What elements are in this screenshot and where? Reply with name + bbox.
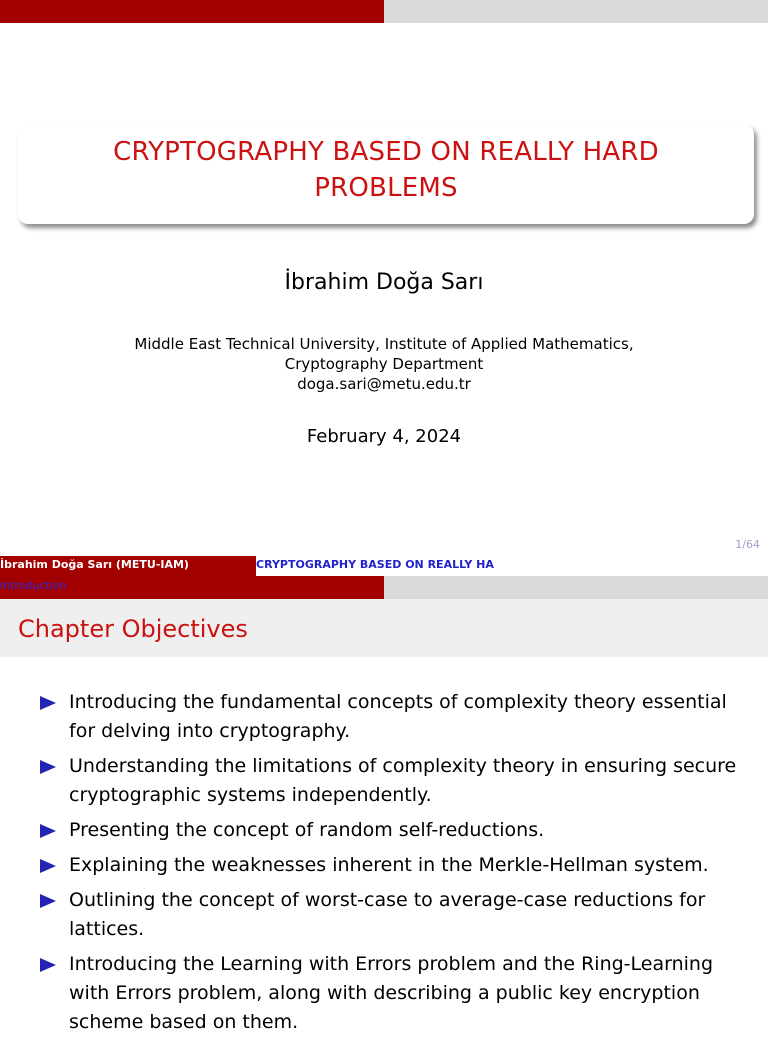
list-item-text: Explaining the weaknesses inherent in the Merkle-Hellman system. bbox=[69, 854, 709, 876]
institute-block bbox=[0, 334, 768, 394]
list-item-text: Introducing the Learning with Errors problem and the Ring-Learning with Errors problem, along with describing a public key encryption scheme based on them. bbox=[69, 953, 714, 1033]
title-line-2: PROBLEMS bbox=[314, 173, 458, 203]
institute-line-1: Middle East Technical University, Institute of Applied Mathematics, bbox=[134, 335, 634, 353]
list-item-text: Introducing the fundamental concepts of complexity theory essential for delving into cryptography. bbox=[69, 691, 727, 742]
bullet-triangle-icon bbox=[40, 760, 56, 774]
footer-author: İbrahim Doğa Sarı (METU-IAM) bbox=[0, 558, 189, 571]
header-bar-red bbox=[0, 0, 384, 23]
list-item-text: Outlining the concept of worst-case to average-case reductions for lattices. bbox=[69, 889, 706, 940]
footer-title-link[interactable]: CRYPTOGRAPHY BASED ON REALLY HA bbox=[256, 556, 514, 576]
list-item bbox=[40, 688, 755, 746]
presentation-date: February 4, 2024 bbox=[306, 426, 462, 447]
bullet-triangle-icon bbox=[40, 696, 56, 710]
list-item bbox=[40, 886, 755, 944]
author-name: İbrahim Doğa Sarı bbox=[284, 270, 484, 295]
title-line-1: CRYPTOGRAPHY BASED ON REALLY HARD bbox=[113, 137, 659, 167]
bullet-triangle-icon bbox=[40, 894, 56, 908]
footer-bar-gray bbox=[384, 576, 768, 599]
list-item-text: Understanding the limitations of complexity theory in ensuring secure cryptographic systems independently. bbox=[69, 755, 737, 806]
bullet-triangle-icon bbox=[40, 859, 56, 873]
list-item bbox=[40, 816, 755, 845]
presentation-title bbox=[18, 134, 754, 206]
bullet-triangle-icon bbox=[40, 958, 56, 972]
list-item-text: Presenting the concept of random self-reductions. bbox=[69, 819, 545, 841]
list-item bbox=[40, 752, 755, 810]
bullet-triangle-icon bbox=[40, 824, 56, 838]
frame-title: Chapter Objectives bbox=[18, 615, 248, 643]
list-item bbox=[40, 851, 755, 880]
objectives-list bbox=[40, 688, 755, 1043]
section-link-introduction[interactable]: Introduction bbox=[0, 579, 67, 592]
author-email: doga.sari@metu.edu.tr bbox=[297, 375, 471, 393]
header-bar-gray bbox=[384, 0, 768, 23]
page-number: 1/64 bbox=[735, 538, 760, 551]
institute-line-2: Cryptography Department bbox=[284, 355, 484, 373]
